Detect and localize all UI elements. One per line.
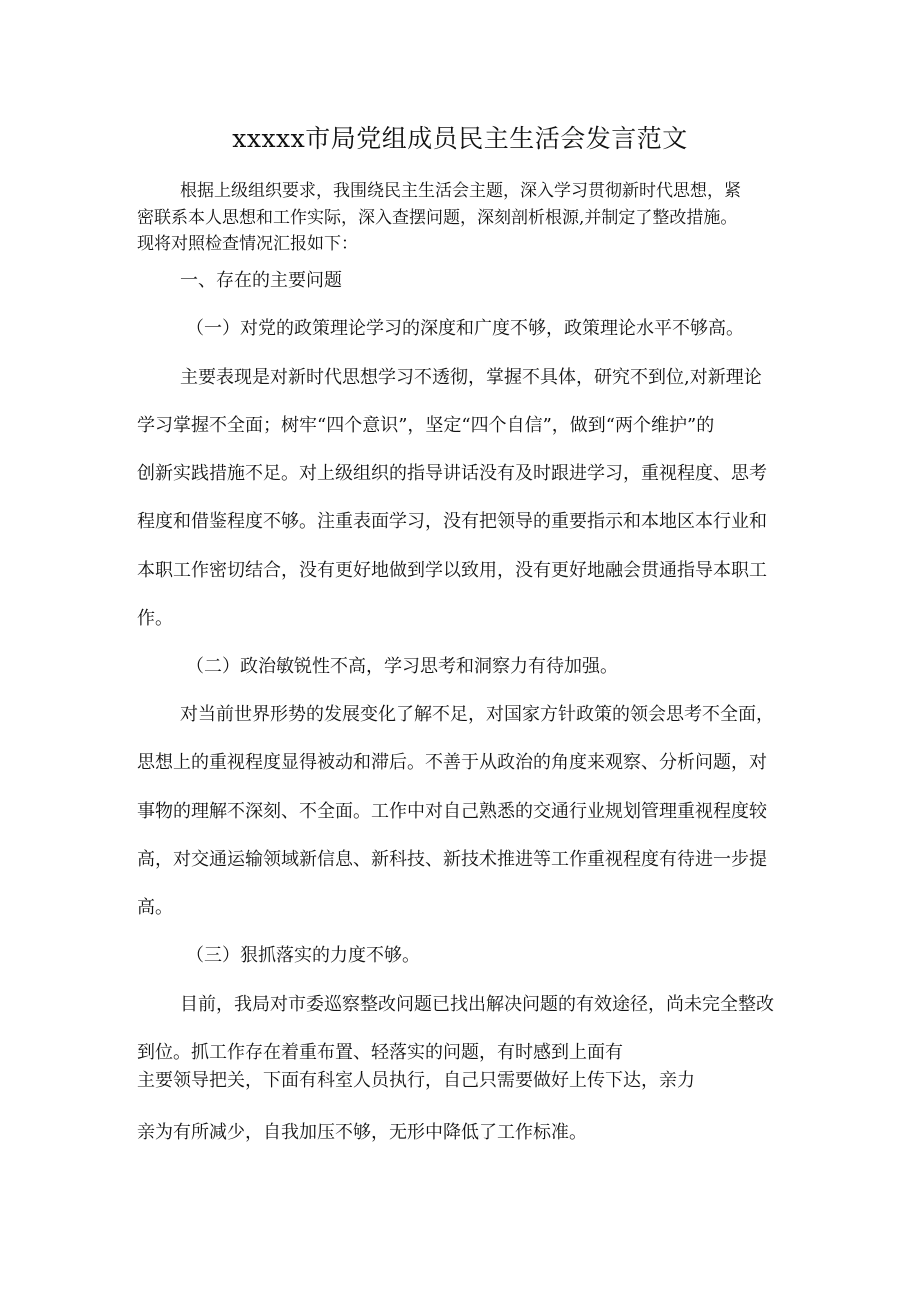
sub2-line-3: 事物的理解不深刻、不全面。工作中对自己熟悉的交通行业规划管理重视程度较 [137,801,767,822]
intro-line-1: 根据上级组织要求，我围绕民主生活会主题，深入学习贯彻新时代思想，紧 [180,181,741,201]
sub2-line-4: 高，对交通运输领域新信息、新科技、新技术推进等工作重视程度有待进一步提 [137,849,767,870]
sub3-line-3: 主要领导把关，下面有科室人员执行，自己只需要做好上传下达，亲力 [137,1070,695,1091]
sub1-line-6: 作。 [137,608,173,629]
subsection-3-heading: （三）狠抓落实的力度不够。 [186,945,420,966]
sub2-line-2: 思想上的重视程度显得被动和滞后。不善于从政治的角度来观察、分析问题，对 [137,752,767,773]
intro-line-2: 密联系本人思想和工作实际，深入查摆问题，深刻剖析根源,并制定了整改措施。 [137,208,738,228]
sub3-line-4: 亲为有所减少，自我加压不够，无形中降低了工作标准。 [137,1122,587,1143]
subsection-2-heading: （二）政治敏锐性不高，学习思考和洞察力有待加强。 [186,656,618,677]
sub3-line-2: 到位。抓工作存在着重布置、轻落实的问题，有时感到上面有 [137,1042,623,1063]
sub2-line-1: 对当前世界形势的发展变化了解不足，对国家方针政策的领会思考不全面， [180,704,774,725]
document-title: xxxxx市局党组成员民主生活会发言范文 [232,124,688,153]
intro-line-3: 现将对照检查情况汇报如下： [137,234,358,254]
sub1-line-1: 主要表现是对新时代思想学习不透彻，掌握不具体，研究不到位,对新理论 [180,367,762,388]
sub1-line-2: 学习掌握不全面；树牢“四个意识”，坚定“四个自信”，做到“两个维护”的 [137,415,715,436]
sub1-line-4: 程度和借鉴程度不够。注重表面学习，没有把领导的重要指示和本地区本行业和 [137,511,767,532]
sub1-line-5: 本职工作密切结合，没有更好地做到学以致用，没有更好地融会贯通指导本职工 [137,560,767,581]
sub3-line-1: 目前，我局对市委巡察整改问题已找出解决问题的有效途径，尚未完全整改 [180,994,774,1015]
subsection-1-heading: （一）对党的政策理论学习的深度和广度不够，政策理论水平不够高。 [186,318,744,339]
section-heading: 一、存在的主要问题 [180,270,342,291]
sub1-line-3: 创新实践措施不足。对上级组织的指导讲话没有及时跟进学习，重视程度、思考 [137,463,767,484]
sub2-line-5: 高。 [137,897,173,918]
